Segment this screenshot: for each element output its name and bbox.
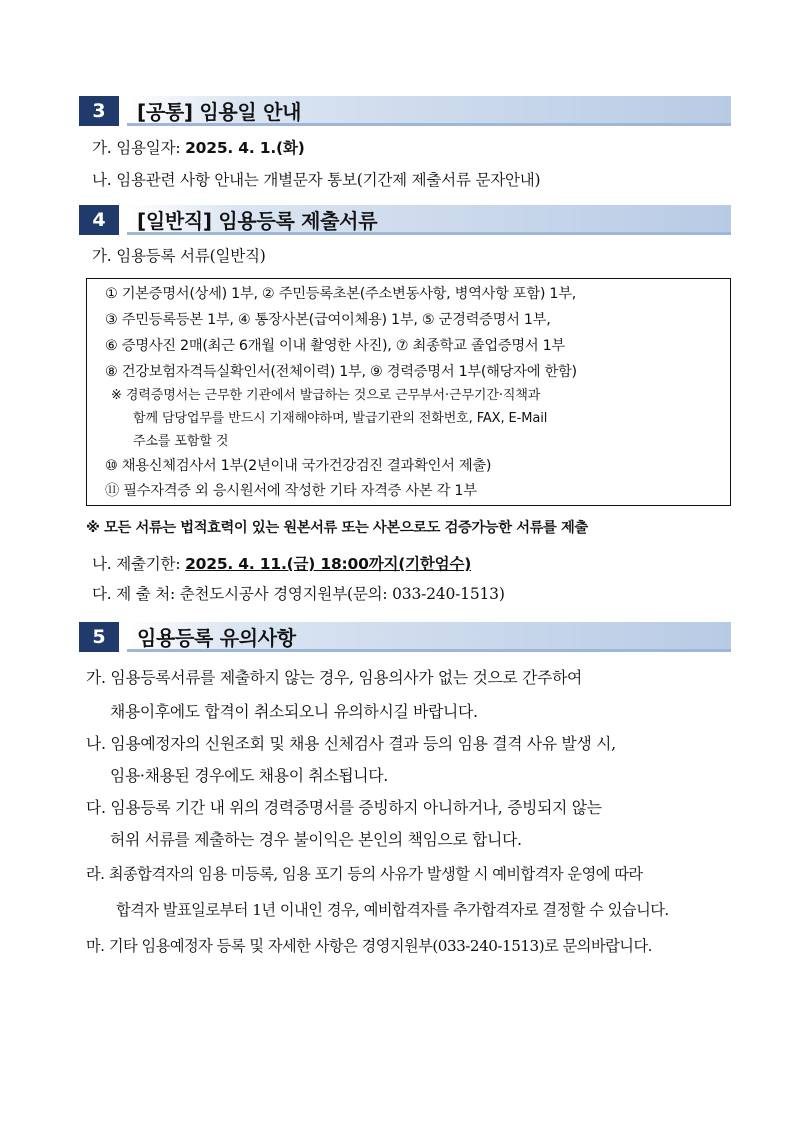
caution-line: 다. 임용등록 기간 내 위의 경력증명서를 증빙하지 아니하거나, 증빙되지 않는 [86,798,602,817]
documents-heading: 가. 임용등록 서류(일반직) [92,247,266,265]
caution-line: 허위 서류를 제출하는 경우 불이익은 본인의 책임으로 합니다. [110,830,522,849]
section-number: 4 [79,205,119,235]
document-note-line: 주소를 포함할 것 [133,434,229,449]
deadline-value: 2025. 4. 11.(금) 18:00까지(기한엄수) [185,555,472,573]
caution-line: 임용·채용된 경우에도 채용이 취소됩니다. [110,766,388,785]
document-note-line: 함께 담당업무를 반드시 기재해야하며, 발급기관의 전화번호, FAX, E-Mail [133,411,548,426]
section-4-header [79,205,731,235]
caution-line: 나. 임용예정자의 신원조회 및 채용 신체검사 결과 등의 임용 결격 사유 발생 시, [86,734,616,753]
section-number: 5 [79,622,119,652]
section-title: 임용등록 유의사항 [137,626,296,650]
deadline-label: 나. 제출기한: [92,555,186,573]
caution-line: 마. 기타 임용예정자 등록 및 자세한 사항은 경영지원부(033-240-1513)로 문의바랍니다. [86,937,652,955]
deadline-line [92,554,471,574]
document-line: ⑪ 필수자격증 외 응시원서에 작성한 기타 자격증 사본 각 1부 [105,483,477,499]
caution-line: 합격자 발표일로부터 1년 이내인 경우, 예비합격자를 추가합격자로 결정할 수 있습니다. [116,901,669,919]
section-title: [공통] 임용일 안내 [137,100,302,124]
document-line: ③ 주민등록등본 1부, ④ 통장사본(급여이체용) 1부, ⑤ 군경력증명서 1부, [105,312,551,328]
caution-line: 가. 임용등록서류를 제출하지 않는 경우, 임용의사가 없는 것으로 간주하여 [86,668,583,687]
document-line: ⑧ 건강보험자격득실확인서(전체이력) 1부, ⑨ 경력증명서 1부(해당자에 한함) [105,364,577,380]
appointment-date-line [92,138,305,158]
document-line: ⑥ 증명사진 2매(최근 6개월 이내 촬영한 사진), ⑦ 최종학교 졸업증명서 1부 [105,338,565,354]
documents-box [86,278,731,506]
caution-line: 라. 최종합격자의 임용 미등록, 임용 포기 등의 사유가 발생할 시 예비합격자 운영에 따라 [86,865,643,883]
submission-place-line: 다. 제 출 처: 춘천도시공사 경영지원부(문의: 033-240-1513) [92,585,505,603]
section-number: 3 [79,96,119,126]
document-note-line: ※ 경력증명서는 근무한 기관에서 발급하는 것으로 근무부서·근무기간·직책과 [111,388,541,403]
section-title: [일반직] 임용등록 제출서류 [137,209,378,233]
warning-note: ※ 모든 서류는 법적효력이 있는 원본서류 또는 사본으로도 검증가능한 서류를 제출 [86,520,588,536]
notice-line: 나. 임용관련 사항 안내는 개별문자 통보(기간제 제출서류 문자안내) [92,171,541,189]
caution-line: 채용이후에도 합격이 취소되오니 유의하시길 바랍니다. [110,702,478,721]
section-3-header [79,96,731,126]
appointment-date-label: 가. 임용일자: [92,139,186,157]
appointment-date-value: 2025. 4. 1.(화) [185,139,305,157]
document-line: ① 기본증명서(상세) 1부, ② 주민등록초본(주소변동사항, 병역사항 포함) 1부, [105,286,576,302]
section-5-header [79,622,731,652]
document-line: ⑩ 채용신체검사서 1부(2년이내 국가건강검진 결과확인서 제출) [105,458,492,474]
